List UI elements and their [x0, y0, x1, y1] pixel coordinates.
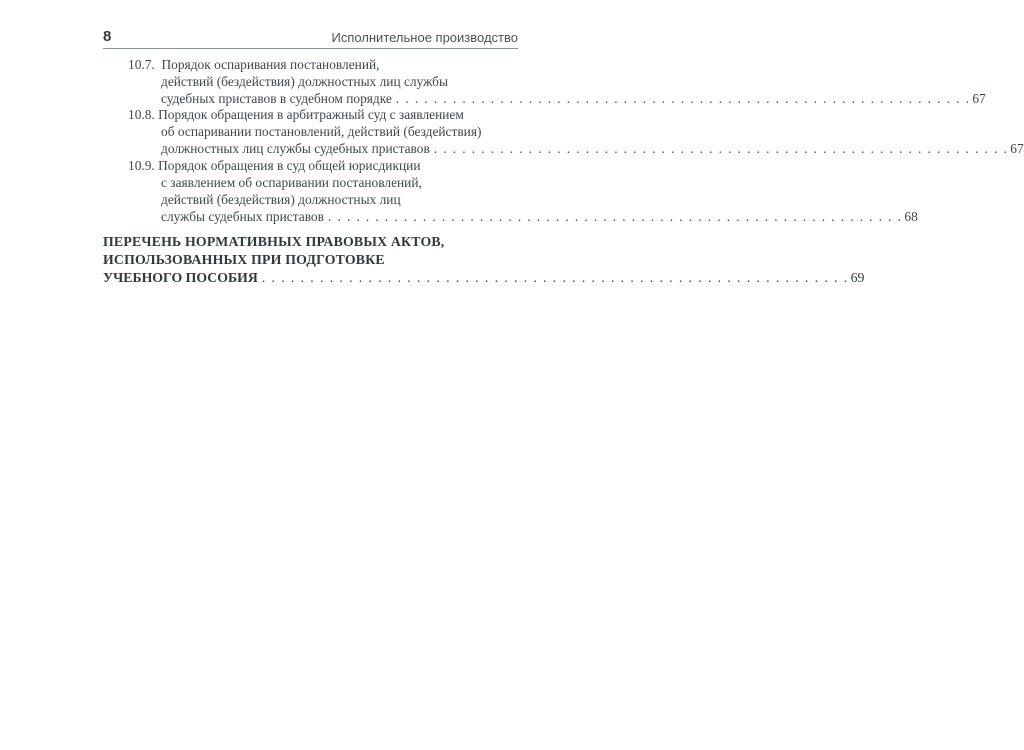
toc-entry-10-7-first-line: [128, 56, 380, 73]
toc-title-10-8-line1: Порядок обращения в арбитражный суд с заявлением: [158, 107, 464, 122]
toc-title-10-8-line3: должностных лиц службы судебных приставов: [161, 141, 430, 156]
toc-acts-line2: ИСПОЛЬЗОВАННЫХ ПРИ ПОДГОТОВКЕ: [103, 252, 385, 267]
toc-entry-10-8-last-line: [161, 140, 1024, 157]
dot-leader: . . . . . . . . . . . . . . . . . . . . . . . . . . . . . . . . . . . . . . . . . . . . . . . . . . . . . . . . . . . . .: [327, 209, 903, 224]
toc-number-10-8: 10.8.: [128, 107, 155, 122]
toc-entry-10-8-first-line: [128, 106, 464, 123]
toc-acts-line3: УЧЕБНОГО ПОСОБИЯ: [103, 270, 258, 285]
toc-page-10-7: 67: [972, 91, 986, 106]
toc-title-10-9-line3: действий (бездействия) должностных лиц: [161, 192, 401, 207]
page-number: 8: [103, 28, 112, 45]
running-title: Исполнительное производство: [331, 30, 518, 45]
toc-title-10-9-line2: с заявлением об оспаривании постановлений,: [161, 175, 422, 190]
toc-entry-10-9-first-line: [128, 157, 420, 174]
header-rule: [103, 48, 518, 49]
toc-number-10-9: 10.9.: [128, 158, 155, 173]
toc-title-10-9-line1: Порядок обращения в суд общей юрисдикции: [158, 158, 421, 173]
toc-page-acts: 69: [850, 270, 865, 285]
toc-page-10-9: 68: [904, 209, 918, 224]
dot-leader: . . . . . . . . . . . . . . . . . . . . . . . . . . . . . . . . . . . . . . . . . . . . . . . . . . . . . . . . . . . . .: [433, 141, 1009, 156]
toc-number-10-7: 10.7.: [128, 57, 155, 72]
dot-leader: . . . . . . . . . . . . . . . . . . . . . . . . . . . . . . . . . . . . . . . . . . . . . . . . . . . . . . . . . . . . .: [261, 270, 849, 285]
toc-title-10-7-line3: судебных приставов в судебном порядке: [161, 91, 392, 106]
toc-page-10-8: 67: [1010, 141, 1024, 156]
toc-acts-line1: ПЕРЕЧЕНЬ НОРМАТИВНЫХ ПРАВОВЫХ АКТОВ,: [103, 234, 445, 249]
toc-entry-10-7-last-line: [161, 90, 986, 107]
toc-title-10-7-line2: действий (бездействия) должностных лиц службы: [161, 74, 448, 89]
toc-title-10-7-line1: Порядок оспаривания постановлений,: [161, 57, 380, 72]
toc-acts-last-line: [103, 269, 865, 287]
toc-title-10-8-line2: об оспаривании постановлений, действий (бездействия): [161, 124, 482, 139]
dot-leader: . . . . . . . . . . . . . . . . . . . . . . . . . . . . . . . . . . . . . . . . . . . . . . . . . . . . . . . . . . . . .: [395, 91, 971, 106]
toc-entry-10-9-last-line: [161, 208, 918, 225]
toc-title-10-9-line4: службы судебных приставов: [161, 209, 324, 224]
